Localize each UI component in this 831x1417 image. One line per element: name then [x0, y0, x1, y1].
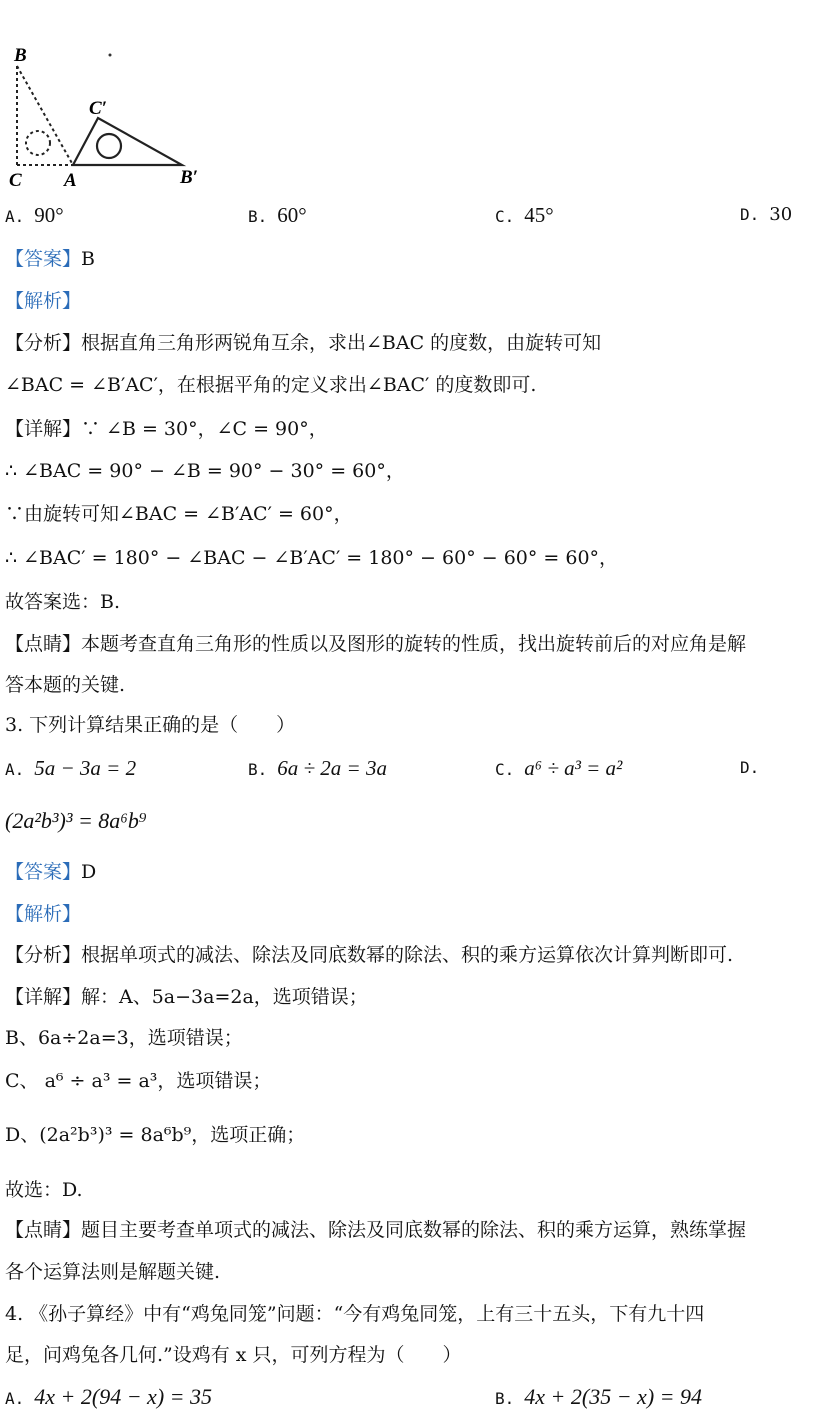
q3-stem: 3. 下列计算结果正确的是（ ）: [5, 714, 296, 736]
answer-tag: 【答案】: [5, 861, 82, 883]
q2-detail-1: 【详解】∵ ∠B = 30°，∠C = 90°，: [5, 418, 328, 440]
option-letter: A.: [5, 760, 25, 779]
answer-tag: 【答案】: [5, 248, 82, 270]
q2-fenxi-2: ∠BAC = ∠B′AC′，在根据平角的定义求出∠BAC′ 的度数即可.: [5, 374, 537, 396]
label-a: A: [64, 170, 77, 191]
q2-jiexi: 【解析】: [5, 290, 82, 312]
triangle-ab-prime-c-prime: [73, 118, 182, 165]
q3-detail-c: C、 a⁶ ÷ a³ = a³，选项错误；: [5, 1070, 272, 1092]
q3-option-c: [495, 756, 622, 781]
answer-value: B: [81, 248, 95, 270]
option-letter: B.: [248, 760, 268, 779]
option-value: 4x + 2(35 − x) = 94: [524, 1384, 702, 1409]
option-value: 90°: [34, 203, 64, 227]
q3-detail-b: B、6a÷2a=3，选项错误；: [5, 1027, 243, 1049]
q2-option-d: [740, 203, 792, 225]
q3-jiexi: 【解析】: [5, 903, 82, 925]
q3-answer: [5, 859, 96, 885]
q2-detail-3: ∵由旋转可知∠BAC = ∠B′AC′ = 60°，: [5, 503, 353, 525]
label-b-prime: B′: [180, 167, 199, 188]
q2-detail-2: ∴ ∠BAC = 90° − ∠B = 90° − 30° = 60°，: [5, 460, 405, 482]
q4-stem-2: 足，问鸡兔各几何.”设鸡有 x 只，可列方程为（ ）: [5, 1344, 462, 1366]
answer-value: D: [81, 861, 97, 883]
label-b: B: [14, 45, 27, 66]
q2-option-a: [5, 203, 64, 228]
option-value: 60°: [277, 203, 307, 227]
option-value: 6a ÷ 2a = 3a: [277, 756, 387, 780]
q2-conclusion: 故答案选：B.: [5, 591, 121, 613]
q2-detail-4: ∴ ∠BAC′ = 180° − ∠BAC − ∠B′AC′ = 180° − 60° − 60° = 60°，: [5, 547, 619, 569]
q3-option-b: [248, 756, 387, 781]
q4-option-b: [495, 1384, 702, 1410]
dashed-circle: [26, 131, 50, 155]
q3-option-d: [740, 756, 769, 778]
option-value: a⁶ ÷ a³ = a²: [524, 756, 623, 780]
q2-option-c: [495, 203, 554, 228]
option-letter: B.: [495, 1389, 515, 1408]
option-letter: B.: [248, 207, 268, 226]
triangle-abc: [17, 66, 73, 165]
option-value: 30: [769, 204, 793, 225]
q3-detail-d: D、(2a²b³)³ = 8a⁶b⁹，选项正确；: [5, 1124, 306, 1146]
q2-dianjing-2: 答本题的关键.: [5, 674, 126, 696]
q4-option-a: [5, 1384, 212, 1410]
option-letter: C.: [495, 207, 515, 226]
solid-circle: [97, 134, 121, 158]
q3-detail-a: 【详解】解：A、5a−3a=2a，选项错误；: [5, 986, 368, 1008]
q2-fenxi-1: 【分析】根据直角三角形两锐角互余，求出∠BAC 的度数，由旋转可知: [5, 332, 602, 354]
label-c: C: [9, 170, 22, 191]
label-c-prime: C′: [89, 98, 108, 119]
option-letter: A.: [5, 1389, 25, 1408]
q2-answer: [5, 246, 95, 272]
option-value: 4x + 2(94 − x) = 35: [34, 1384, 212, 1409]
q3-option-a: [5, 756, 136, 781]
q3-conclusion: 故选：D.: [5, 1179, 83, 1201]
option-letter: C.: [495, 760, 515, 779]
q2-option-b: [248, 203, 307, 228]
q3-dianjing-2: 各个运算法则是解题关键.: [5, 1261, 221, 1283]
option-letter: D.: [740, 758, 760, 777]
q2-dianjing-1: 【点睛】本题考查直角三角形的性质以及图形的旋转的性质，找出旋转前后的对应角是解: [5, 633, 747, 655]
option-letter: D.: [740, 205, 760, 224]
q4-stem-1: 4. 《孙子算经》中有“鸡兔同笼”问题：“今有鸡兔同笼，上有三十五头，下有九十四: [5, 1303, 705, 1325]
q3-fenxi: 【分析】根据单项式的减法、除法及同底数幂的除法、积的乘方运算依次计算判断即可.: [5, 944, 734, 966]
q3-option-d-expression: (2a²b³)³ = 8a⁶b⁹: [5, 808, 147, 833]
option-letter: A.: [5, 207, 25, 226]
rotation-figure: [0, 0, 220, 195]
option-value: 5a − 3a = 2: [34, 756, 137, 780]
option-value: 45°: [524, 203, 554, 227]
q3-dianjing-1: 【点睛】题目主要考查单项式的减法、除法及同底数幂的除法、积的乘方运算，熟练掌握: [5, 1219, 747, 1241]
